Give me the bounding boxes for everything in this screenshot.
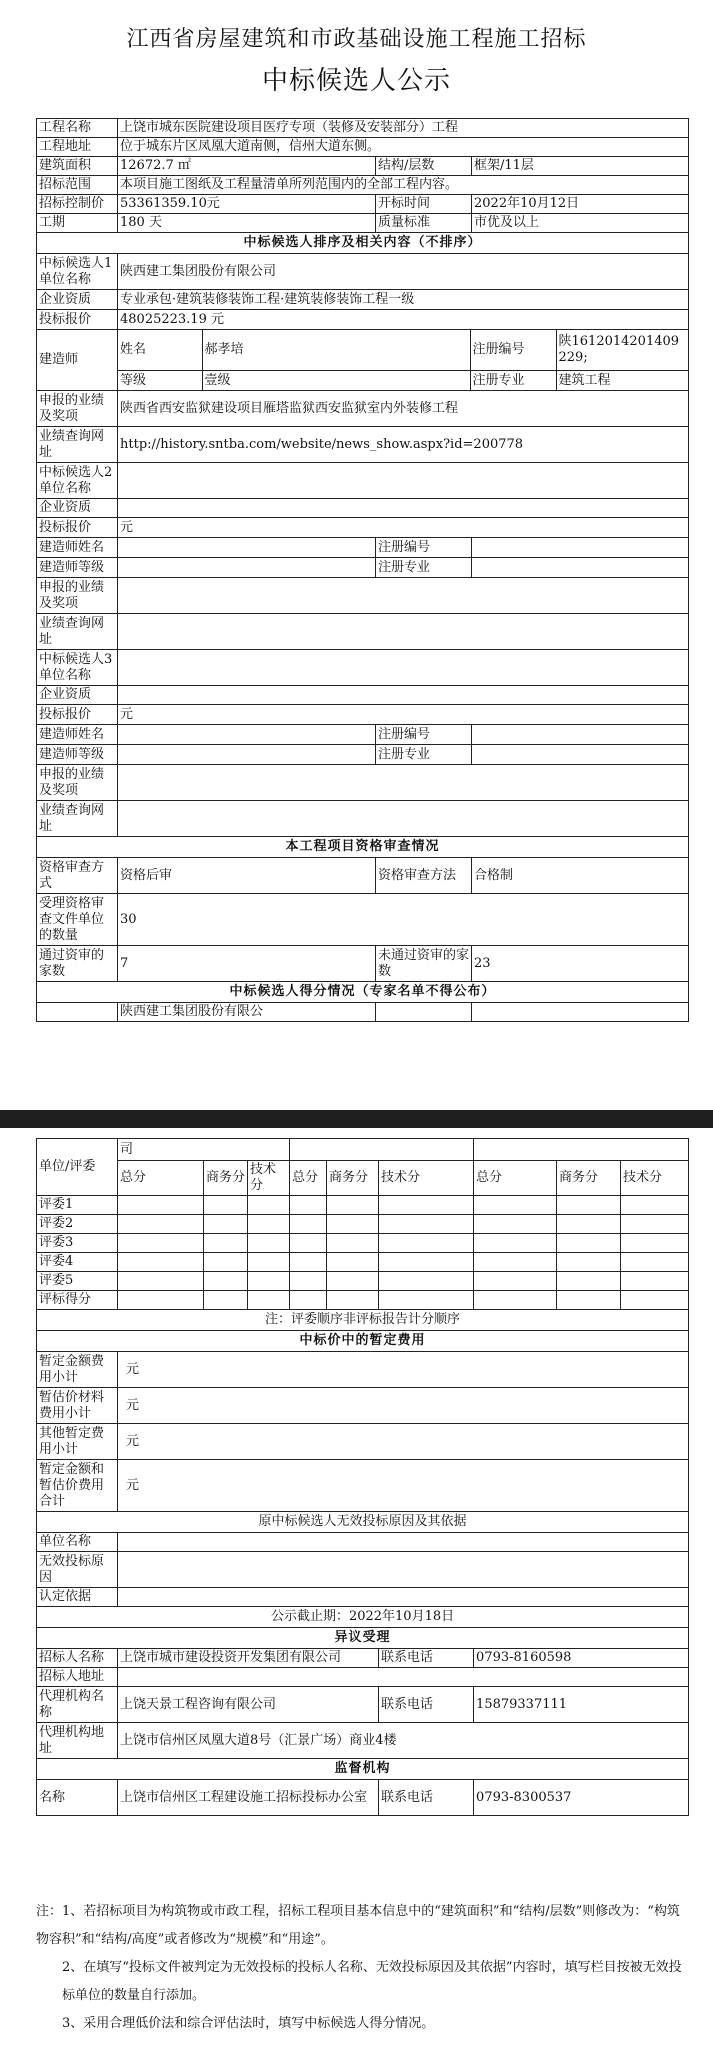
page-2	[0, 1128, 713, 2052]
c2-bid-label: 投标报价	[37, 518, 118, 538]
open-time: 2022年10月12日	[472, 195, 689, 214]
control-price: 53361359.10元	[118, 195, 376, 214]
invalid-basis	[118, 1588, 689, 1607]
provisional-label: 暂估价材料费用小计	[37, 1388, 118, 1424]
table-cell	[248, 1291, 290, 1310]
table-cell	[474, 1215, 557, 1234]
notpassed-count-label: 未通过资审的家数	[376, 946, 472, 982]
table-cell	[557, 1215, 621, 1234]
invalid-reason	[118, 1552, 689, 1588]
c3-unit-label: 中标候选人3单位名称	[37, 650, 118, 686]
score-company2-blank	[290, 1139, 474, 1161]
score-col-total-3: 总分	[474, 1161, 557, 1196]
c2-major-label: 注册专业	[376, 558, 472, 578]
c1-bid-label: 投标报价	[37, 310, 118, 330]
c1-qual: 专业承包·建筑装修装饰工程·建筑装修装饰工程一级	[118, 290, 689, 310]
score-col-tech-1: 技术分	[248, 1161, 290, 1196]
judge-row-label: 评委5	[37, 1272, 118, 1291]
c1-reg-label: 注册编号	[470, 330, 556, 370]
agency-addr: 上饶市信州区凤凰大道8号（汇景广场）商业4楼	[118, 1723, 689, 1759]
c3-major	[472, 745, 689, 765]
invalid-unit	[118, 1533, 689, 1552]
table-cell	[474, 1291, 557, 1310]
c3-bname	[118, 725, 376, 745]
table-cell	[474, 1272, 557, 1291]
c1-builder-detail	[118, 330, 689, 371]
table-cell	[327, 1253, 379, 1272]
review-approach: 合格制	[472, 858, 689, 894]
passed-count: 7	[118, 946, 376, 982]
table-cell	[621, 1234, 689, 1253]
footnote-1: 注：1、若招标项目为构筑物或市政工程，招标工程项目基本信息中的“建筑面积”和“结构/层数”则修改为：“构筑物容积”和“结构/高度”或者修改为“规模”和“用途”。	[36, 1904, 680, 1947]
supervision-section-title: 监督机构	[37, 1759, 689, 1780]
table-cell	[327, 1291, 379, 1310]
invalid-reason-label: 无效投标原因	[37, 1552, 118, 1588]
document-subtitle: 中标候选人公示	[261, 66, 451, 96]
c1-name: 郝孝培	[202, 330, 470, 370]
c1-url-label: 业绩查询网址	[37, 427, 118, 463]
provisional-value: 元	[118, 1460, 689, 1512]
c2-bid: 元	[118, 518, 689, 538]
scores-table	[36, 1138, 689, 1816]
table-cell	[290, 1291, 327, 1310]
footnotes	[36, 1898, 688, 2038]
supervision-tel: 0793-8300537	[474, 1780, 689, 1816]
table-cell	[290, 1196, 327, 1215]
scores-blank-cell	[37, 1003, 118, 1022]
table-cell	[118, 1215, 204, 1234]
score-col-business-1: 商务分	[204, 1161, 248, 1196]
project-name-label: 工程名称	[37, 119, 118, 138]
provisional-value: 元	[118, 1352, 689, 1388]
score-order-note: 注：评委顺序非评标报告计分顺序	[37, 1310, 689, 1331]
agency-label: 代理机构名称	[37, 1687, 118, 1723]
provisional-value: 元	[118, 1388, 689, 1424]
period-label: 工期	[37, 214, 118, 233]
period-value: 180 天	[118, 214, 376, 233]
review-method: 资格后审	[118, 858, 376, 894]
c2-reg	[472, 538, 689, 558]
c1-major-label: 注册专业	[470, 371, 556, 390]
review-approach-label: 资格审查方法	[376, 858, 472, 894]
c2-reg-label: 注册编号	[376, 538, 472, 558]
table-cell	[204, 1291, 248, 1310]
table-cell	[621, 1196, 689, 1215]
table-cell	[379, 1234, 474, 1253]
structure-label: 结构/层数	[376, 157, 472, 176]
table-cell	[290, 1272, 327, 1291]
score-col-business-2: 商务分	[327, 1161, 379, 1196]
tenderer-tel-label: 联系电话	[379, 1649, 474, 1668]
score-col-total-1: 总分	[118, 1161, 204, 1196]
table-cell	[118, 1196, 204, 1215]
table-cell	[290, 1234, 327, 1253]
table-cell	[379, 1253, 474, 1272]
c3-qual	[118, 686, 689, 705]
table-cell	[118, 1253, 204, 1272]
footnote-2: 2、在填写“投标文件被判定为无效投标的投标人名称、无效投标原因及其依据”内容时，填写栏目按被无效投标单位的数量自行添加。	[62, 1960, 682, 2003]
area-label: 建筑面积	[37, 157, 118, 176]
c3-bname-label: 建造师姓名	[37, 725, 118, 745]
score-unit-label: 单位/评委	[37, 1139, 118, 1196]
review-method-label: 资格审查方式	[37, 858, 118, 894]
c2-bname-label: 建造师姓名	[37, 538, 118, 558]
table-cell	[118, 1291, 204, 1310]
table-cell	[557, 1196, 621, 1215]
total-score-label: 评标得分	[37, 1291, 118, 1310]
judge-row-label: 评委2	[37, 1215, 118, 1234]
objection-section-title: 异议受理	[37, 1628, 689, 1649]
c1-reg: 陕1612014201409229;	[558, 334, 680, 365]
qualification-section-title: 本工程项目资格审查情况	[37, 837, 689, 858]
c2-award-label: 申报的业绩及奖项	[37, 578, 118, 614]
c1-builder-label: 建造师	[37, 330, 118, 391]
c1-url[interactable]: http://history.sntba.com/website/news_show.aspx?id=200778	[118, 427, 689, 463]
scores-section-title: 中标候选人得分情况（专家名单不得公布）	[37, 982, 689, 1003]
c3-reg-label: 注册编号	[376, 725, 472, 745]
c3-bid: 元	[118, 705, 689, 725]
c1-qual-label: 企业资质	[37, 290, 118, 310]
table-cell	[379, 1215, 474, 1234]
tenderer-addr	[118, 1668, 689, 1687]
table-cell	[118, 1272, 204, 1291]
c1-grade-subtable	[118, 371, 688, 390]
table-cell	[118, 1234, 204, 1253]
invalid-section-title: 原中标候选人无效投标原因及其依据	[37, 1512, 689, 1533]
c1-name-label: 姓名	[118, 330, 202, 370]
table-cell	[379, 1196, 474, 1215]
table-cell	[557, 1291, 621, 1310]
c1-grade: 壹级	[202, 371, 470, 390]
table-cell	[290, 1215, 327, 1234]
score-col-total-2: 总分	[290, 1161, 327, 1196]
score-company3-blank	[474, 1139, 689, 1161]
score-company-part2: 司	[118, 1139, 290, 1161]
quality-label: 质量标准	[376, 214, 472, 233]
table-cell	[621, 1272, 689, 1291]
review-count: 30	[118, 894, 689, 946]
c3-award	[118, 765, 689, 801]
c3-url	[118, 801, 689, 837]
supervision-name: 上饶市信州区工程建设施工招标投标办公室	[118, 1780, 379, 1816]
table-cell	[621, 1253, 689, 1272]
c1-builder-subtable	[118, 330, 688, 370]
c2-bgrade	[118, 558, 376, 578]
table-cell	[621, 1215, 689, 1234]
c3-unit	[118, 650, 689, 686]
c1-grade-detail	[118, 371, 689, 391]
c1-unit-label: 中标候选人1单位名称	[37, 254, 118, 290]
c2-major	[472, 558, 689, 578]
table-cell	[290, 1253, 327, 1272]
table-cell	[327, 1272, 379, 1291]
c2-unit-label: 中标候选人2单位名称	[37, 463, 118, 499]
table-cell	[204, 1272, 248, 1291]
review-count-label: 受理资格审查文件单位的数量	[37, 894, 118, 946]
c3-bgrade-label: 建造师等级	[37, 745, 118, 765]
c2-url	[118, 614, 689, 650]
supervision-tel-label: 联系电话	[379, 1780, 474, 1816]
table-cell	[379, 1272, 474, 1291]
provisional-label: 暂定金额和暂估价费用合计	[37, 1460, 118, 1512]
c3-bgrade	[118, 745, 376, 765]
c3-bid-label: 投标报价	[37, 705, 118, 725]
c1-bid: 48025223.19 元	[118, 310, 689, 330]
project-name: 上饶市城东医院建设项目医疗专项（装修及安装部分）工程	[118, 119, 689, 138]
control-price-label: 招标控制价	[37, 195, 118, 214]
supervision-name-label: 名称	[37, 1780, 118, 1816]
agency-tel: 15879337111	[474, 1687, 689, 1723]
quality-value: 市优及以上	[472, 214, 689, 233]
table-cell	[248, 1196, 290, 1215]
score-col-tech-3: 技术分	[621, 1161, 689, 1196]
table-cell	[327, 1215, 379, 1234]
deadline: 公示截止期：2022年10月18日	[37, 1607, 689, 1628]
project-address-label: 工程地址	[37, 138, 118, 157]
tenderer-addr-label: 招标人地址	[37, 1668, 118, 1687]
table-cell	[327, 1196, 379, 1215]
provisional-section-title: 中标价中的暂定费用	[37, 1331, 689, 1352]
table-cell	[248, 1215, 290, 1234]
judge-row-label: 评委1	[37, 1196, 118, 1215]
table-cell	[204, 1196, 248, 1215]
score-blank-right	[472, 1003, 689, 1022]
c1-grade-label: 等级	[118, 371, 202, 390]
publicity-table	[36, 118, 689, 1022]
score-col-tech-2: 技术分	[379, 1161, 474, 1196]
table-cell	[474, 1196, 557, 1215]
c3-reg	[472, 725, 689, 745]
table-cell	[474, 1234, 557, 1253]
c2-qual	[118, 499, 689, 518]
tenderer-label: 招标人名称	[37, 1649, 118, 1668]
invalid-basis-label: 认定依据	[37, 1588, 118, 1607]
candidates-section-title: 中标候选人排序及相关内容（不排序）	[37, 233, 689, 254]
table-cell	[474, 1253, 557, 1272]
open-time-label: 开标时间	[376, 195, 472, 214]
c1-award-label: 申报的业绩及奖项	[37, 391, 118, 427]
c2-bgrade-label: 建造师等级	[37, 558, 118, 578]
page-separator	[0, 1110, 713, 1128]
agency-addr-label: 代理机构地址	[37, 1723, 118, 1759]
c3-qual-label: 企业资质	[37, 686, 118, 705]
project-address: 位于城东片区凤凰大道南侧，信州大道东侧。	[118, 138, 689, 157]
invalid-unit-label: 单位名称	[37, 1533, 118, 1552]
c2-qual-label: 企业资质	[37, 499, 118, 518]
c2-bname	[118, 538, 376, 558]
table-cell	[379, 1291, 474, 1310]
table-cell	[248, 1253, 290, 1272]
notpassed-count: 23	[472, 946, 689, 982]
table-cell	[204, 1234, 248, 1253]
table-cell	[621, 1291, 689, 1310]
scope-value: 本项目施工图纸及工程量清单所列范围内的全部工程内容。	[118, 176, 689, 195]
table-cell	[557, 1272, 621, 1291]
judge-row-label: 评委3	[37, 1234, 118, 1253]
agency: 上饶天景工程咨询有限公司	[118, 1687, 379, 1723]
footnote-3: 3、采用合理低价法和综合评估法时，填写中标候选人得分情况。	[62, 2016, 435, 2031]
agency-tel-label: 联系电话	[379, 1687, 474, 1723]
table-cell	[248, 1234, 290, 1253]
c2-url-label: 业绩查询网址	[37, 614, 118, 650]
passed-count-label: 通过资审的家数	[37, 946, 118, 982]
c1-major: 建筑工程	[558, 372, 611, 388]
c3-url-label: 业绩查询网址	[37, 801, 118, 837]
c1-award: 陕西省西安监狱建设项目雁塔监狱西安监狱室内外装修工程	[118, 391, 689, 427]
table-cell	[557, 1234, 621, 1253]
table-cell	[204, 1253, 248, 1272]
structure-value: 框架/11层	[472, 157, 689, 176]
area-value: 12672.7 ㎡	[118, 157, 376, 176]
provisional-label: 暂定金额费用小计	[37, 1352, 118, 1388]
table-cell	[248, 1272, 290, 1291]
provisional-label: 其他暂定费用小计	[37, 1424, 118, 1460]
tenderer-tel: 0793-8160598	[474, 1649, 689, 1668]
table-cell	[204, 1215, 248, 1234]
provisional-value: 元	[118, 1424, 689, 1460]
table-cell	[327, 1234, 379, 1253]
c3-major-label: 注册专业	[376, 745, 472, 765]
c1-unit: 陕西建工集团股份有限公司	[118, 254, 689, 290]
c2-award	[118, 578, 689, 614]
table-cell	[557, 1253, 621, 1272]
score-company-part1: 陕西建工集团股份有限公	[118, 1003, 376, 1022]
score-col-business-3: 商务分	[557, 1161, 621, 1196]
c2-unit	[118, 463, 689, 499]
tenderer: 上饶市城市建设投资开发集团有限公司	[118, 1649, 379, 1668]
scope-label: 招标范围	[37, 176, 118, 195]
document-title: 江西省房屋建筑和市政基础设施工程施工招标	[126, 27, 587, 52]
judge-row-label: 评委4	[37, 1253, 118, 1272]
score-blank-mid	[376, 1003, 472, 1022]
c3-award-label: 申报的业绩及奖项	[37, 765, 118, 801]
